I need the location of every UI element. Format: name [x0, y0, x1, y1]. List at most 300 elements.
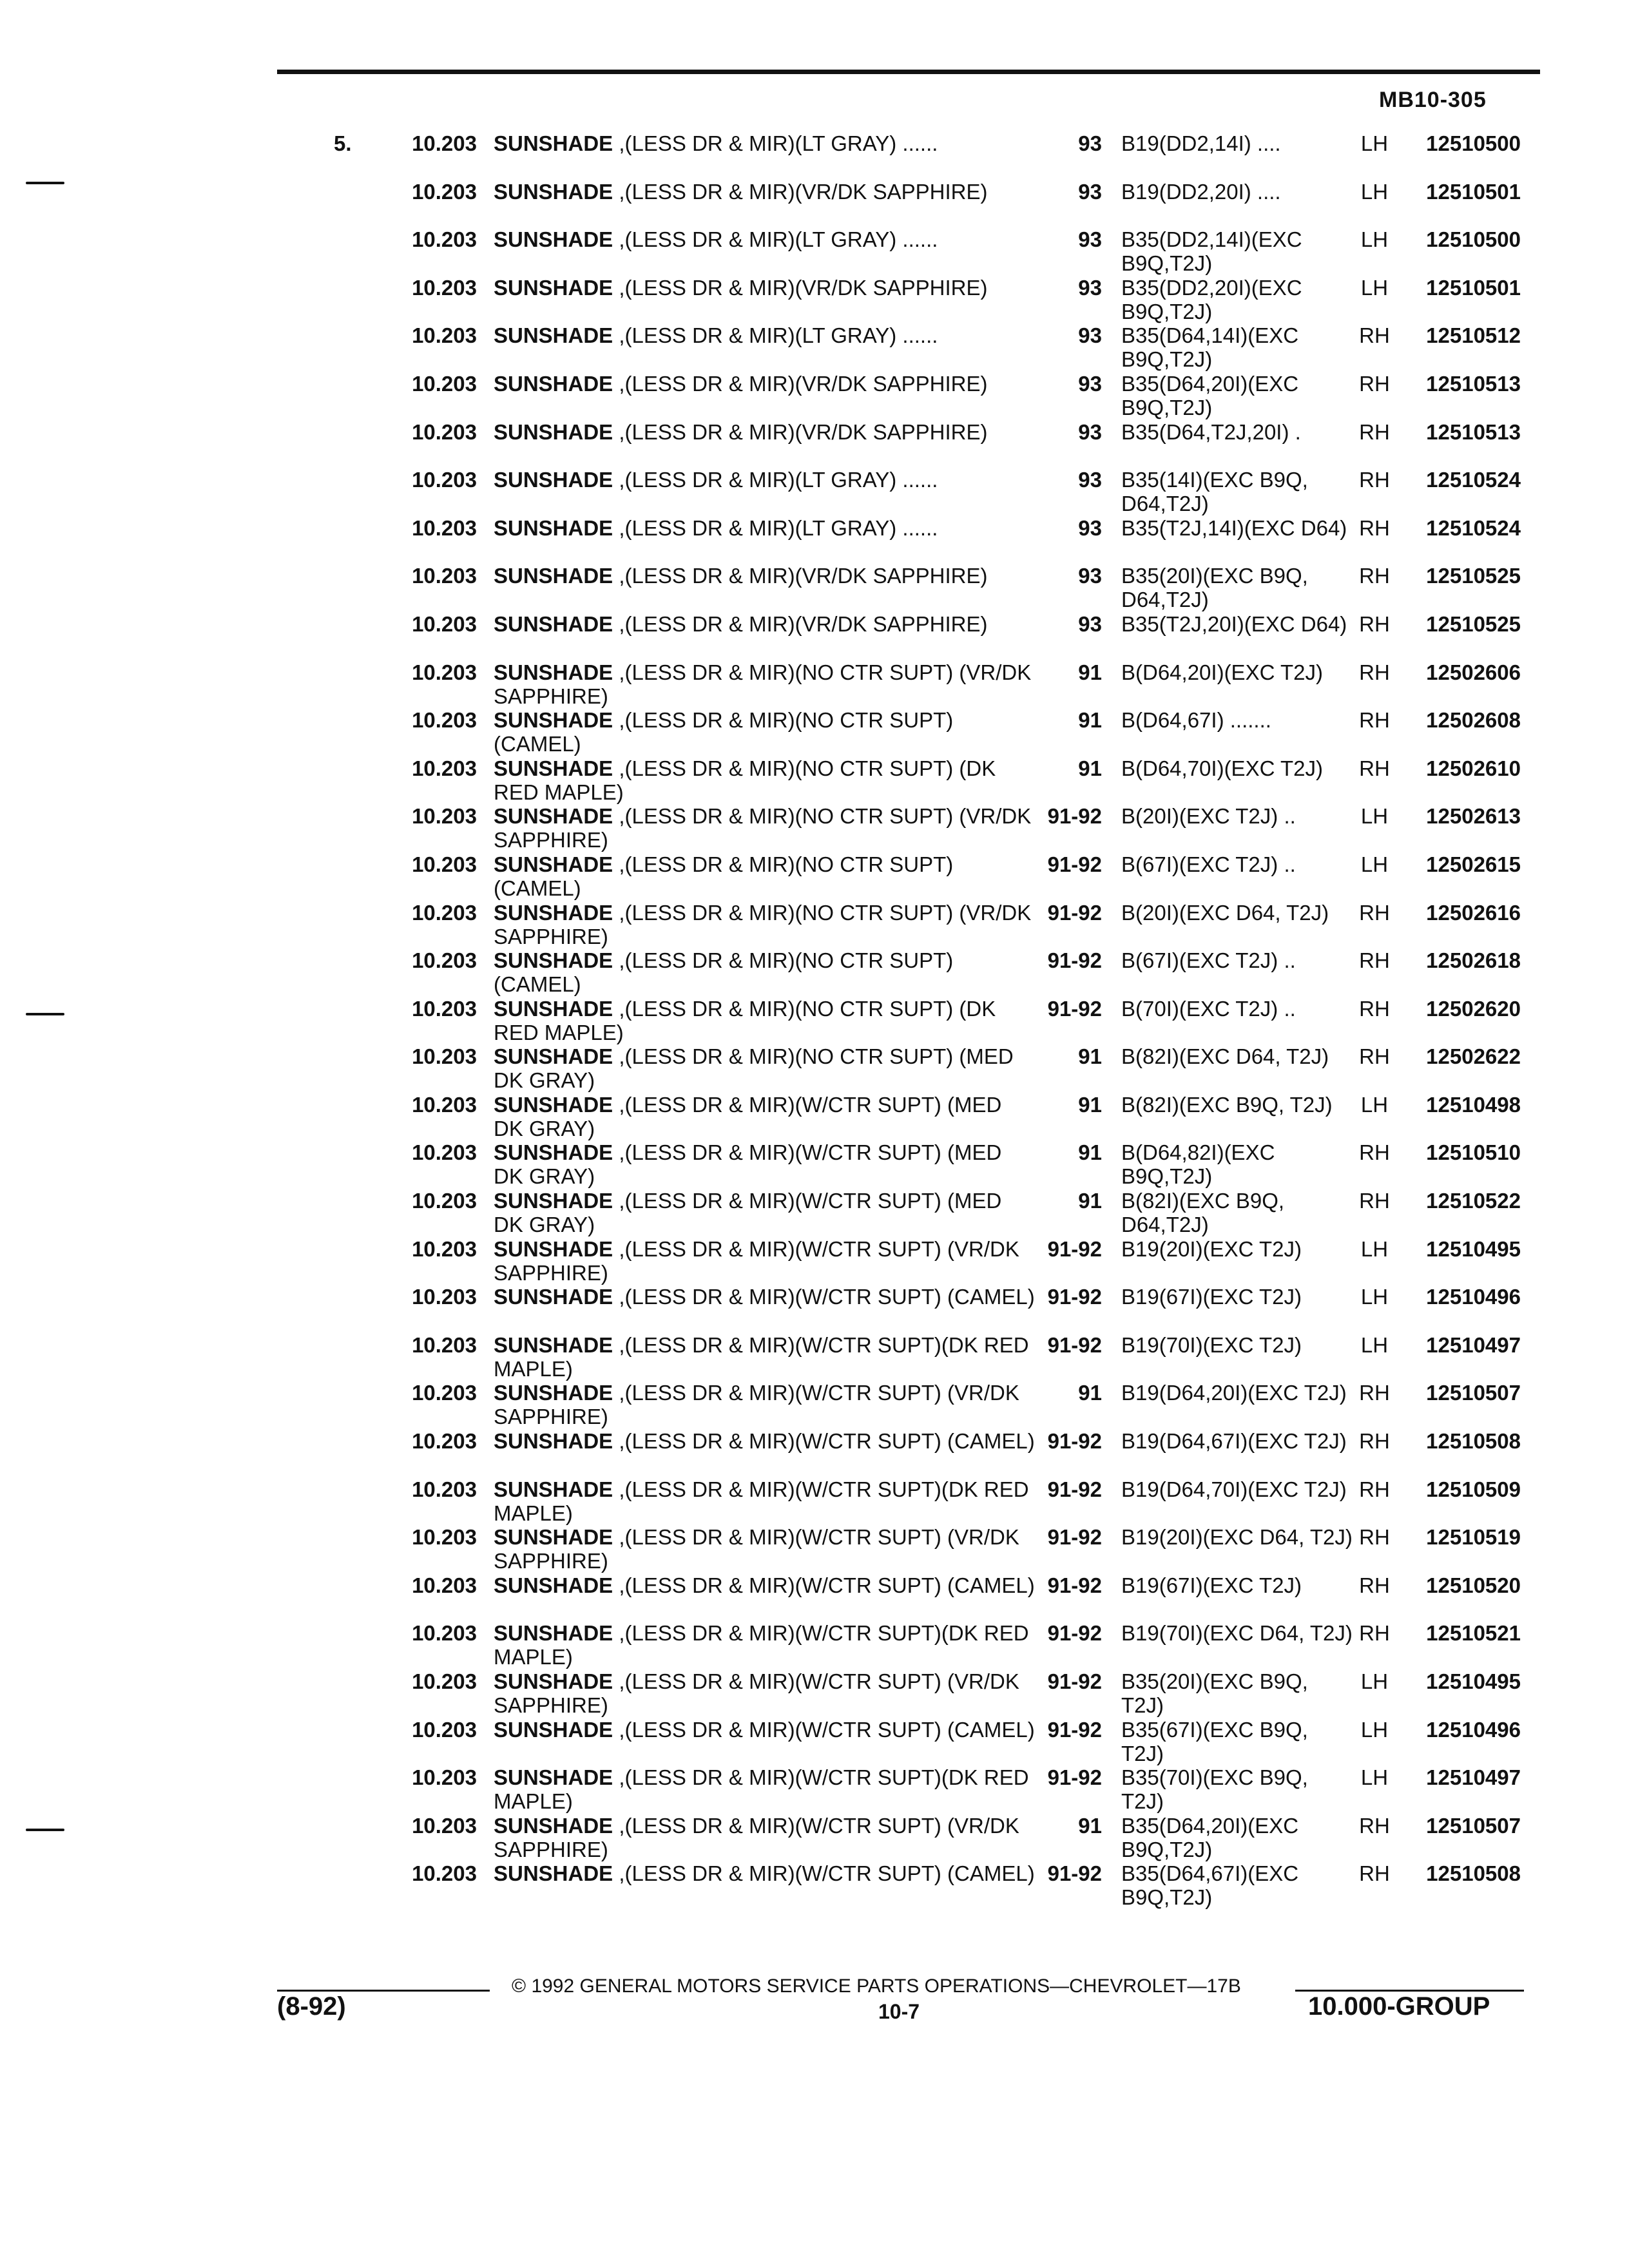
- description: [494, 660, 1035, 708]
- part-number: 12502620: [1426, 996, 1521, 1021]
- side: RH: [1359, 1477, 1390, 1501]
- group-number: 10.203: [412, 1573, 477, 1597]
- part-name: SUNSHADE: [494, 515, 613, 540]
- description: [494, 708, 1035, 756]
- side: RH: [1359, 1573, 1390, 1597]
- description: [494, 516, 1035, 540]
- parts-row: [0, 997, 1629, 1045]
- part-description: ,(LESS DR & MIR)(W/CTR SUPT) (VR/DK SAPPHIRE): [494, 1236, 1019, 1285]
- part-name: SUNSHADE: [494, 275, 613, 300]
- description: [494, 852, 1035, 900]
- side: RH: [1359, 611, 1390, 636]
- description: [494, 1333, 1035, 1381]
- part-description: ,(LESS DR & MIR)(LT GRAY) ......: [619, 227, 938, 252]
- model-years: 93: [1078, 468, 1102, 492]
- part-number: 12510512: [1426, 323, 1521, 348]
- description: [494, 1189, 1035, 1236]
- group-number: 10.203: [412, 419, 477, 444]
- model-years: 93: [1078, 131, 1102, 155]
- parts-row: [0, 1621, 1629, 1669]
- model-codes: B35(DD2,20I)(EXC B9Q,T2J): [1121, 275, 1302, 323]
- model-codes: B35(D64,14I)(EXC B9Q,T2J): [1121, 323, 1299, 372]
- parts-row: [0, 612, 1629, 660]
- part-description: ,(LESS DR & MIR)(VR/DK SAPPHIRE): [619, 275, 988, 300]
- side: LH: [1360, 1285, 1389, 1309]
- part-description: ,(LESS DR & MIR)(NO CTR SUPT) (VR/DK SAPPHIRE): [494, 900, 1032, 948]
- part-name: SUNSHADE: [494, 804, 613, 829]
- model-codes: B(67I)(EXC T2J) ..: [1121, 852, 1296, 876]
- side: RH: [1359, 948, 1390, 973]
- part-description: ,(LESS DR & MIR)(NO CTR SUPT) (CAMEL): [494, 852, 954, 900]
- part-number: 12502613: [1426, 804, 1521, 829]
- part-name: SUNSHADE: [494, 564, 613, 588]
- description: [494, 227, 1035, 251]
- description: [494, 1140, 1035, 1188]
- group-number: 10.203: [412, 1813, 477, 1838]
- model-years: 91-92: [1047, 804, 1102, 829]
- model-codes: B19(DD2,14I) ....: [1121, 131, 1281, 155]
- part-name: SUNSHADE: [494, 419, 613, 444]
- description: [494, 901, 1035, 948]
- part-number: 12510507: [1426, 1813, 1521, 1838]
- part-number: 12510495: [1426, 1236, 1521, 1261]
- model-years: 91: [1078, 1189, 1102, 1213]
- part-description: ,(LESS DR & MIR)(LT GRAY) ......: [619, 323, 938, 348]
- part-number: 12510520: [1426, 1573, 1521, 1597]
- parts-row: [0, 1189, 1629, 1237]
- part-number: 12510521: [1426, 1621, 1521, 1646]
- part-number: 12510508: [1426, 1429, 1521, 1454]
- group-number: 10.203: [412, 660, 477, 684]
- part-name: SUNSHADE: [494, 1477, 613, 1501]
- part-description: ,(LESS DR & MIR)(NO CTR SUPT) (VR/DK SAPPHIRE): [494, 660, 1032, 708]
- model-codes: B19(67I)(EXC T2J): [1121, 1285, 1302, 1309]
- parts-row: [0, 131, 1629, 180]
- group-number: 10.203: [412, 1861, 477, 1886]
- description: [494, 276, 1035, 300]
- parts-row: [0, 516, 1629, 564]
- part-description: ,(LESS DR & MIR)(NO CTR SUPT) (MED DK GRAY): [494, 1044, 1014, 1093]
- part-number: 12502615: [1426, 852, 1521, 876]
- model-codes: B(82I)(EXC B9Q, T2J): [1121, 1092, 1333, 1117]
- side: RH: [1359, 1381, 1390, 1405]
- part-name: SUNSHADE: [494, 1285, 613, 1309]
- description: [494, 612, 1035, 636]
- part-name: SUNSHADE: [494, 996, 613, 1021]
- part-name: SUNSHADE: [494, 1092, 613, 1117]
- part-name: SUNSHADE: [494, 1525, 613, 1550]
- group-number: 10.203: [412, 371, 477, 396]
- group-number: 10.203: [412, 1717, 477, 1742]
- group-number: 10.203: [412, 1285, 477, 1309]
- model-codes: B(20I)(EXC D64, T2J): [1121, 900, 1329, 925]
- model-codes: B35(D64,20I)(EXC B9Q,T2J): [1121, 371, 1299, 419]
- group-number: 10.203: [412, 1044, 477, 1069]
- model-years: 93: [1078, 275, 1102, 300]
- part-name: SUNSHADE: [494, 1717, 613, 1742]
- part-number: 12510509: [1426, 1477, 1521, 1501]
- parts-row: [0, 660, 1629, 709]
- part-description: ,(LESS DR & MIR)(VR/DK SAPPHIRE): [619, 419, 988, 444]
- model-codes: B35(D64,20I)(EXC B9Q,T2J): [1121, 1813, 1299, 1861]
- group-label: 10.000-GROUP: [1308, 1992, 1490, 2021]
- part-number: 12510507: [1426, 1381, 1521, 1405]
- part-description: ,(LESS DR & MIR)(NO CTR SUPT) (CAMEL): [494, 948, 954, 997]
- model-years: 93: [1078, 227, 1102, 252]
- group-number: 10.203: [412, 131, 477, 155]
- group-number: 10.203: [412, 611, 477, 636]
- model-codes: B19(67I)(EXC T2J): [1121, 1573, 1302, 1597]
- group-number: 10.203: [412, 275, 477, 300]
- group-number: 10.203: [412, 1525, 477, 1550]
- part-description: ,(LESS DR & MIR)(NO CTR SUPT) (VR/DK SAPPHIRE): [494, 804, 1032, 852]
- footer-rule-right: [1295, 1990, 1524, 1992]
- description: [494, 323, 1035, 347]
- item-number: 5.: [334, 131, 352, 155]
- parts-row: [0, 852, 1629, 901]
- part-description: ,(LESS DR & MIR)(W/CTR SUPT)(DK RED MAPLE): [494, 1332, 1029, 1381]
- model-codes: B19(D64,20I)(EXC T2J): [1121, 1381, 1347, 1405]
- description: [494, 131, 1035, 155]
- group-number: 10.203: [412, 515, 477, 540]
- part-description: ,(LESS DR & MIR)(W/CTR SUPT) (MED DK GRAY): [494, 1189, 1002, 1237]
- side: LH: [1360, 1332, 1389, 1357]
- part-number: 12510508: [1426, 1861, 1521, 1886]
- part-number: 12502610: [1426, 756, 1521, 780]
- description: [494, 1477, 1035, 1525]
- part-description: ,(LESS DR & MIR)(VR/DK SAPPHIRE): [619, 371, 988, 396]
- part-name: SUNSHADE: [494, 1332, 613, 1357]
- part-description: ,(LESS DR & MIR)(W/CTR SUPT) (CAMEL): [619, 1429, 1035, 1454]
- part-number: 12510513: [1426, 419, 1521, 444]
- part-number: 12510510: [1426, 1140, 1521, 1165]
- model-years: 93: [1078, 371, 1102, 396]
- part-name: SUNSHADE: [494, 756, 613, 780]
- description: [494, 420, 1035, 444]
- side: RH: [1359, 708, 1390, 733]
- model-codes: B19(20I)(EXC T2J): [1121, 1236, 1302, 1261]
- model-codes: B(82I)(EXC B9Q, D64,T2J): [1121, 1189, 1285, 1237]
- description: [494, 804, 1035, 852]
- side: LH: [1360, 1669, 1389, 1693]
- part-name: SUNSHADE: [494, 660, 613, 684]
- part-description: ,(LESS DR & MIR)(W/CTR SUPT) (MED DK GRAY): [494, 1092, 1002, 1140]
- side: LH: [1360, 275, 1389, 300]
- description: [494, 564, 1035, 588]
- group-number: 10.203: [412, 1477, 477, 1501]
- part-description: ,(LESS DR & MIR)(W/CTR SUPT) (MED DK GRAY): [494, 1140, 1002, 1189]
- model-codes: B(70I)(EXC T2J) ..: [1121, 996, 1296, 1021]
- page-code: MB10-305: [1379, 88, 1487, 112]
- description: [494, 997, 1035, 1044]
- model-codes: B(82I)(EXC D64, T2J): [1121, 1044, 1329, 1069]
- description: [494, 1381, 1035, 1428]
- parts-row: [0, 1718, 1629, 1766]
- part-name: SUNSHADE: [494, 900, 613, 925]
- part-number: 12510495: [1426, 1669, 1521, 1693]
- model-years: 91: [1078, 1140, 1102, 1165]
- side: RH: [1359, 1861, 1390, 1886]
- part-number: 12510522: [1426, 1189, 1521, 1213]
- part-description: ,(LESS DR & MIR)(NO CTR SUPT) (CAMEL): [494, 708, 954, 756]
- side: LH: [1360, 804, 1389, 829]
- group-number: 10.203: [412, 1381, 477, 1405]
- part-name: SUNSHADE: [494, 1621, 613, 1646]
- parts-row: [0, 1814, 1629, 1862]
- part-description: ,(LESS DR & MIR)(VR/DK SAPPHIRE): [619, 179, 988, 204]
- part-description: ,(LESS DR & MIR)(W/CTR SUPT) (VR/DK SAPPHIRE): [494, 1669, 1019, 1717]
- model-years: 91-92: [1047, 1765, 1102, 1790]
- part-description: ,(LESS DR & MIR)(W/CTR SUPT) (VR/DK SAPPHIRE): [494, 1525, 1019, 1573]
- side: LH: [1360, 131, 1389, 155]
- model-years: 91-92: [1047, 1525, 1102, 1550]
- model-codes: B19(DD2,20I) ....: [1121, 179, 1281, 204]
- model-years: 91-92: [1047, 1429, 1102, 1454]
- parts-row: [0, 1861, 1629, 1910]
- group-number: 10.203: [412, 708, 477, 733]
- parts-row: [0, 372, 1629, 420]
- model-codes: B(D64,67I) .......: [1121, 708, 1271, 733]
- description: [494, 756, 1035, 804]
- part-name: SUNSHADE: [494, 1140, 613, 1165]
- part-name: SUNSHADE: [494, 1381, 613, 1405]
- parts-row: [0, 323, 1629, 372]
- model-codes: B35(14I)(EXC B9Q, D64,T2J): [1121, 468, 1308, 516]
- description: [494, 468, 1035, 492]
- model-codes: B(20I)(EXC T2J) ..: [1121, 804, 1296, 829]
- part-description: ,(LESS DR & MIR)(W/CTR SUPT) (CAMEL): [619, 1573, 1035, 1597]
- parts-row: [0, 1044, 1629, 1093]
- parts-row: [0, 1669, 1629, 1718]
- parts-row: [0, 1765, 1629, 1814]
- parts-row: [0, 1525, 1629, 1573]
- part-number: 12510525: [1426, 564, 1521, 588]
- side: RH: [1359, 1813, 1390, 1838]
- part-description: ,(LESS DR & MIR)(VR/DK SAPPHIRE): [619, 564, 988, 588]
- model-years: 93: [1078, 179, 1102, 204]
- group-number: 10.203: [412, 1429, 477, 1454]
- group-number: 10.203: [412, 179, 477, 204]
- model-codes: B19(20I)(EXC D64, T2J): [1121, 1525, 1353, 1550]
- model-codes: B19(D64,70I)(EXC T2J): [1121, 1477, 1347, 1501]
- parts-row: [0, 468, 1629, 516]
- group-number: 10.203: [412, 948, 477, 973]
- part-number: 12510525: [1426, 611, 1521, 636]
- model-codes: B35(D64,67I)(EXC B9Q,T2J): [1121, 1861, 1299, 1910]
- part-number: 12510496: [1426, 1285, 1521, 1309]
- part-number: 12502622: [1426, 1044, 1521, 1069]
- parts-row: [0, 1333, 1629, 1381]
- description: [494, 1814, 1035, 1861]
- description: [494, 1718, 1035, 1742]
- model-years: 91-92: [1047, 1477, 1102, 1501]
- part-description: ,(LESS DR & MIR)(W/CTR SUPT)(DK RED MAPLE): [494, 1477, 1029, 1525]
- model-codes: B(D64,70I)(EXC T2J): [1121, 756, 1323, 780]
- part-number: 12510496: [1426, 1717, 1521, 1742]
- model-years: 91-92: [1047, 1717, 1102, 1742]
- model-years: 91-92: [1047, 1285, 1102, 1309]
- model-years: 91: [1078, 708, 1102, 733]
- model-codes: B(D64,82I)(EXC B9Q,T2J): [1121, 1140, 1275, 1189]
- side: LH: [1360, 227, 1389, 252]
- header-rule: [277, 70, 1540, 74]
- side: RH: [1359, 996, 1390, 1021]
- parts-row: [0, 1093, 1629, 1141]
- model-years: 91-92: [1047, 1861, 1102, 1886]
- part-number: 12510524: [1426, 468, 1521, 492]
- revision-date: (8-92): [277, 1992, 346, 2021]
- description: [494, 1093, 1035, 1140]
- part-name: SUNSHADE: [494, 1236, 613, 1261]
- description: [494, 1573, 1035, 1597]
- description: [494, 1765, 1035, 1813]
- model-codes: B19(70I)(EXC T2J): [1121, 1332, 1302, 1357]
- group-number: 10.203: [412, 996, 477, 1021]
- description: [494, 1285, 1035, 1309]
- group-number: 10.203: [412, 1140, 477, 1165]
- part-name: SUNSHADE: [494, 323, 613, 348]
- model-years: 91-92: [1047, 1621, 1102, 1646]
- part-description: ,(LESS DR & MIR)(W/CTR SUPT) (VR/DK SAPPHIRE): [494, 1381, 1019, 1429]
- model-years: 91: [1078, 1044, 1102, 1069]
- model-codes: B35(DD2,14I)(EXC B9Q,T2J): [1121, 227, 1302, 276]
- part-number: 12502618: [1426, 948, 1521, 973]
- description: [494, 948, 1035, 996]
- part-description: ,(LESS DR & MIR)(W/CTR SUPT) (CAMEL): [619, 1717, 1035, 1742]
- model-years: 91: [1078, 660, 1102, 684]
- parts-row: [0, 948, 1629, 997]
- model-years: 93: [1078, 515, 1102, 540]
- part-name: SUNSHADE: [494, 1813, 613, 1838]
- model-codes: B19(D64,67I)(EXC T2J): [1121, 1429, 1347, 1454]
- parts-row: [0, 276, 1629, 324]
- side: RH: [1359, 756, 1390, 780]
- model-years: 91-92: [1047, 1332, 1102, 1357]
- parts-row: [0, 1237, 1629, 1285]
- model-years: 93: [1078, 564, 1102, 588]
- side: RH: [1359, 323, 1390, 348]
- side: RH: [1359, 1044, 1390, 1069]
- model-codes: B35(D64,T2J,20I) .: [1121, 419, 1301, 444]
- group-number: 10.203: [412, 1765, 477, 1790]
- copyright-line: © 1992 GENERAL MOTORS SERVICE PARTS OPERATIONS—CHEVROLET—17B: [512, 1975, 1241, 1997]
- part-number: 12502616: [1426, 900, 1521, 925]
- description: [494, 1237, 1035, 1285]
- part-name: SUNSHADE: [494, 179, 613, 204]
- description: [494, 1861, 1035, 1885]
- part-name: SUNSHADE: [494, 852, 613, 876]
- part-number: 12510500: [1426, 227, 1521, 252]
- part-number: 12502608: [1426, 708, 1521, 733]
- part-name: SUNSHADE: [494, 468, 613, 492]
- parts-row: [0, 1381, 1629, 1429]
- group-number: 10.203: [412, 804, 477, 829]
- parts-row: [0, 804, 1629, 852]
- side: LH: [1360, 852, 1389, 876]
- page-number: 10-7: [878, 2000, 920, 2023]
- model-years: 93: [1078, 323, 1102, 348]
- parts-list: [0, 131, 1629, 1910]
- part-name: SUNSHADE: [494, 1861, 613, 1886]
- part-number: 12510500: [1426, 131, 1521, 155]
- model-years: 91: [1078, 1092, 1102, 1117]
- part-name: SUNSHADE: [494, 1429, 613, 1454]
- parts-row: [0, 420, 1629, 468]
- part-name: SUNSHADE: [494, 948, 613, 973]
- side: LH: [1360, 1765, 1389, 1790]
- side: LH: [1360, 1236, 1389, 1261]
- group-number: 10.203: [412, 1332, 477, 1357]
- side: RH: [1359, 1525, 1390, 1550]
- parts-row: [0, 1573, 1629, 1622]
- side: RH: [1359, 900, 1390, 925]
- model-codes: B35(20I)(EXC B9Q, T2J): [1121, 1669, 1308, 1717]
- part-description: ,(LESS DR & MIR)(LT GRAY) ......: [619, 131, 938, 155]
- description: [494, 1525, 1035, 1573]
- side: LH: [1360, 1717, 1389, 1742]
- side: RH: [1359, 419, 1390, 444]
- side: RH: [1359, 1189, 1390, 1213]
- side: RH: [1359, 468, 1390, 492]
- group-number: 10.203: [412, 468, 477, 492]
- side: RH: [1359, 1429, 1390, 1454]
- part-description: ,(LESS DR & MIR)(LT GRAY) ......: [619, 515, 938, 540]
- part-number: 12502606: [1426, 660, 1521, 684]
- parts-row: [0, 1285, 1629, 1333]
- description: [494, 1429, 1035, 1453]
- part-name: SUNSHADE: [494, 227, 613, 252]
- part-name: SUNSHADE: [494, 1765, 613, 1790]
- model-years: 91-92: [1047, 1573, 1102, 1597]
- model-codes: B19(70I)(EXC D64, T2J): [1121, 1621, 1353, 1646]
- group-number: 10.203: [412, 1236, 477, 1261]
- part-name: SUNSHADE: [494, 371, 613, 396]
- part-number: 12510498: [1426, 1092, 1521, 1117]
- part-number: 12510497: [1426, 1332, 1521, 1357]
- part-name: SUNSHADE: [494, 1189, 613, 1213]
- parts-row: [0, 1429, 1629, 1477]
- model-codes: B35(70I)(EXC B9Q, T2J): [1121, 1765, 1308, 1814]
- parts-row: [0, 227, 1629, 276]
- part-description: ,(LESS DR & MIR)(VR/DK SAPPHIRE): [619, 611, 988, 636]
- model-years: 91: [1078, 1813, 1102, 1838]
- group-number: 10.203: [412, 564, 477, 588]
- part-description: ,(LESS DR & MIR)(W/CTR SUPT) (CAMEL): [619, 1285, 1035, 1309]
- group-number: 10.203: [412, 323, 477, 348]
- side: RH: [1359, 660, 1390, 684]
- model-years: 91-92: [1047, 996, 1102, 1021]
- part-description: ,(LESS DR & MIR)(W/CTR SUPT)(DK RED MAPLE): [494, 1765, 1029, 1814]
- part-description: ,(LESS DR & MIR)(W/CTR SUPT) (VR/DK SAPPHIRE): [494, 1813, 1019, 1861]
- part-name: SUNSHADE: [494, 1044, 613, 1069]
- model-codes: B35(20I)(EXC B9Q, D64,T2J): [1121, 564, 1308, 612]
- model-codes: B(D64,20I)(EXC T2J): [1121, 660, 1323, 684]
- group-number: 10.203: [412, 1092, 477, 1117]
- parts-row: [0, 564, 1629, 612]
- side: LH: [1360, 179, 1389, 204]
- group-number: 10.203: [412, 1189, 477, 1213]
- part-description: ,(LESS DR & MIR)(W/CTR SUPT) (CAMEL): [619, 1861, 1035, 1886]
- model-years: 91-92: [1047, 948, 1102, 973]
- model-years: 91-92: [1047, 1236, 1102, 1261]
- model-years: 91-92: [1047, 900, 1102, 925]
- part-name: SUNSHADE: [494, 1573, 613, 1597]
- model-years: 91: [1078, 756, 1102, 780]
- model-codes: B35(T2J,14I)(EXC D64): [1121, 515, 1347, 540]
- part-number: 12510497: [1426, 1765, 1521, 1790]
- side: RH: [1359, 371, 1390, 396]
- part-name: SUNSHADE: [494, 131, 613, 155]
